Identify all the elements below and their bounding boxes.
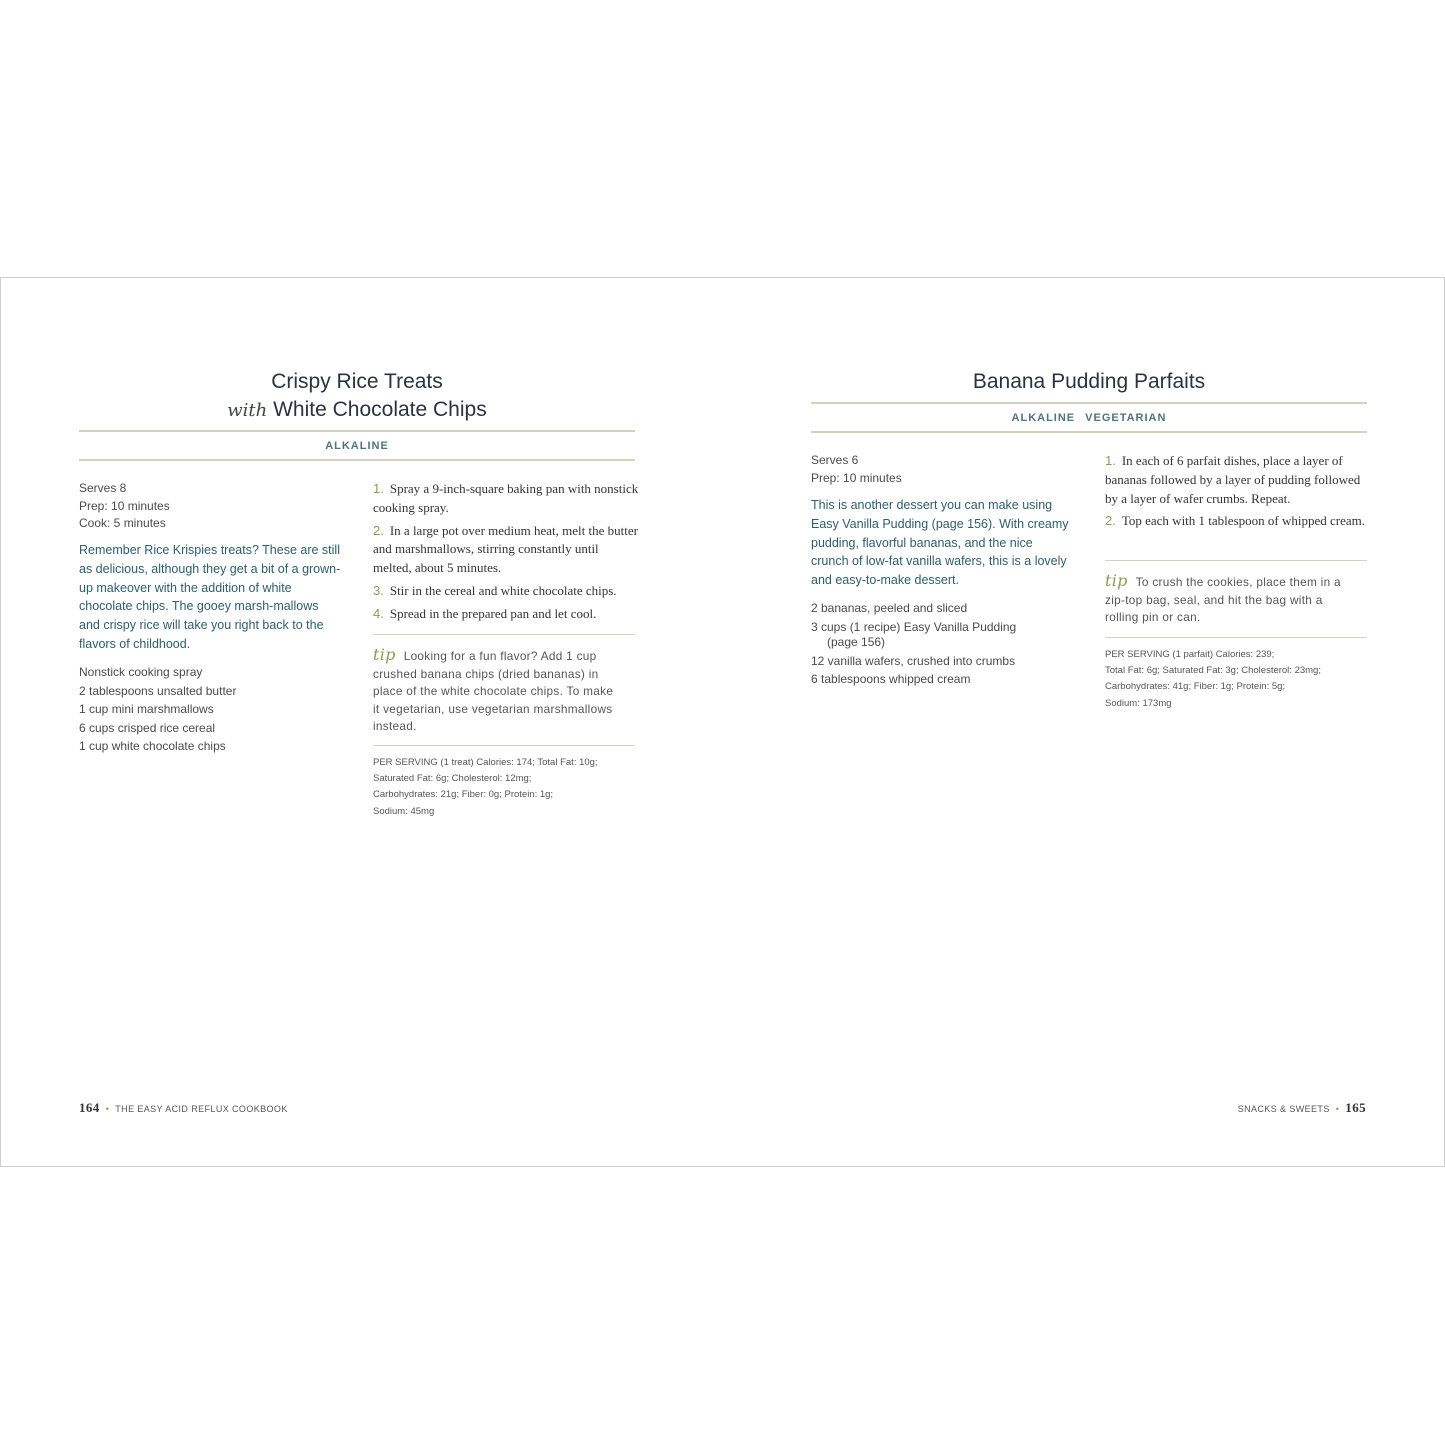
left-title-line2-text: White Chocolate Chips	[273, 398, 487, 421]
nutrition-line: Total Fat: 6g; Saturated Fat: 3g; Cholesterol: 23mg;	[1105, 665, 1321, 677]
step-text: Spray a 9-inch-square baking pan with nonstick cooking spray.	[373, 481, 639, 515]
nutrition-line: PER SERVING (1 treat) Calories: 174; Total Fat: 10g;	[373, 757, 598, 768]
bullet-separator: •	[105, 1104, 110, 1114]
left-nutrition-info	[373, 755, 635, 820]
running-head-right: SNACKS & SWEETS	[1237, 1104, 1330, 1114]
running-head-left: THE EASY ACID REFLUX COOKBOOK	[115, 1104, 288, 1114]
diet-tag: VEGETARIAN	[1085, 412, 1167, 424]
tip-text: Looking for a fun flavor? Add 1 cup crushed banana chips (dried bananas) in place of the white chocolate chips. To make it vegetarian, use vegetarian marshmallows instead.	[373, 649, 614, 733]
step-text: Top each with 1 tablespoon of whipped cream.	[1121, 513, 1365, 529]
left-ingredients-list	[79, 663, 349, 756]
left-folio	[79, 1100, 288, 1116]
right-folio	[1238, 1100, 1366, 1116]
bullet-separator: •	[1335, 1104, 1340, 1114]
step-number: 2.	[1105, 513, 1116, 529]
left-meta	[79, 480, 339, 533]
ingredient-item: 2 tablespoons unsalted butter	[79, 683, 237, 698]
left-tip-rule-top	[373, 634, 635, 635]
step-text: In a large pot over medium heat, melt the butter and marshmallows, stirring constantly until melted, about 5 minutes.	[373, 522, 638, 576]
step-item	[373, 480, 639, 518]
cook-time-text: Cook: 5 minutes	[79, 516, 166, 530]
left-title-line1: Crispy Rice Treats	[271, 370, 443, 393]
step-item	[373, 522, 639, 578]
right-diet-tags	[811, 412, 1367, 424]
left-steps-list	[373, 480, 639, 628]
ingredient-item: 1 cup white chocolate chips	[79, 739, 226, 754]
nutrition-line: PER SERVING (1 parfait) Calories: 239;	[1105, 649, 1275, 660]
book-spread	[0, 277, 1445, 1167]
right-tip-rule-bottom	[1105, 637, 1367, 638]
step-number: 2.	[373, 522, 384, 538]
nutrition-line: Saturated Fat: 6g; Cholesterol: 12mg;	[373, 773, 532, 785]
ingredient-item: 3 cups (1 recipe) Easy Vanilla Pudding	[811, 619, 1017, 634]
right-intro-text: This is another dessert you can make using Easy Vanilla Pudding (page 156). With creamy pudding, flavorful bananas, and the nice crunch of low-fat vanilla wafers, this is a lovely and easy-to-make dessert.	[811, 498, 1069, 588]
right-title-rule-top	[811, 402, 1367, 404]
step-item	[1105, 512, 1371, 531]
ingredient-item-continued: (page 156)	[827, 635, 886, 650]
page-number-left: 164	[79, 1100, 100, 1115]
right-recipe-title: Banana Pudding Parfaits	[972, 370, 1206, 393]
right-title-rule-bottom	[811, 431, 1367, 433]
right-nutrition-info	[1105, 647, 1367, 712]
left-title-line2	[79, 396, 635, 425]
nutrition-line: Sodium: 45mg	[373, 805, 435, 817]
ingredient-item: 2 bananas, peeled and sliced	[811, 601, 968, 615]
nutrition-line: Carbohydrates: 21g; Fiber: 0g; Protein: 1g;	[373, 789, 554, 801]
step-text: Stir in the cereal and white chocolate chips.	[389, 582, 617, 598]
ingredient-item: 6 tablespoons whipped cream	[811, 672, 971, 687]
ingredient-item: Nonstick cooking spray	[79, 665, 203, 679]
left-tip-rule-bottom	[373, 745, 635, 746]
tip-text: To crush the cookies, place them in a zip-top bag, seal, and hit the bag with a rolling pin or can.	[1105, 575, 1341, 624]
left-recipe-title	[79, 368, 635, 425]
step-item	[373, 605, 639, 624]
prep-time-text: Prep: 10 minutes	[79, 498, 170, 513]
left-title-rule-top	[79, 430, 635, 432]
left-tip-box	[373, 646, 619, 736]
tip-label: tip	[373, 645, 396, 664]
step-number: 3.	[373, 582, 384, 598]
nutrition-line: Carbohydrates: 41g; Fiber: 1g; Protein: 5g;	[1105, 681, 1286, 693]
right-tip-rule-top	[1105, 560, 1367, 561]
left-title-rule-bottom	[79, 459, 635, 461]
serves-text: Serves 8	[79, 481, 127, 495]
step-item	[1105, 452, 1371, 508]
right-meta	[811, 452, 1071, 487]
step-text: In each of 6 parfait dishes, place a layer of bananas followed by a layer of pudding followed by a layer of wafer crumbs. Repeat.	[1105, 453, 1361, 506]
prep-time-text: Prep: 10 minutes	[811, 470, 902, 485]
step-number: 1.	[373, 481, 384, 496]
ingredient-item: 6 cups crisped rice cereal	[79, 720, 216, 735]
nutrition-line: Sodium: 173mg	[1105, 697, 1172, 709]
right-ingredients-list	[811, 599, 1081, 689]
step-item	[373, 582, 639, 601]
step-number: 4.	[373, 605, 384, 621]
right-tip-box	[1105, 572, 1345, 627]
ingredient-item: 1 cup mini marshmallows	[79, 702, 214, 717]
page-number-right: 165	[1345, 1100, 1366, 1115]
step-text: Spread in the prepared pan and let cool.	[389, 605, 597, 621]
serves-text: Serves 6	[811, 453, 859, 467]
left-diet-tag: ALKALINE	[325, 440, 389, 452]
left-intro-text: Remember Rice Krispies treats? These are still as delicious, although they get a bit of a grown-up makeover with the addition of white chocolate chips. The gooey marsh-mallows and crispy rice will take you right back to the flavors of childhood.	[79, 543, 341, 651]
step-number: 1.	[1105, 453, 1116, 468]
diet-tag: ALKALINE	[1011, 412, 1076, 424]
title-with-script: with	[227, 400, 268, 421]
tip-label: tip	[1105, 571, 1128, 590]
ingredient-item: 12 vanilla wafers, crushed into crumbs	[811, 653, 1016, 668]
right-steps-list	[1105, 452, 1371, 535]
